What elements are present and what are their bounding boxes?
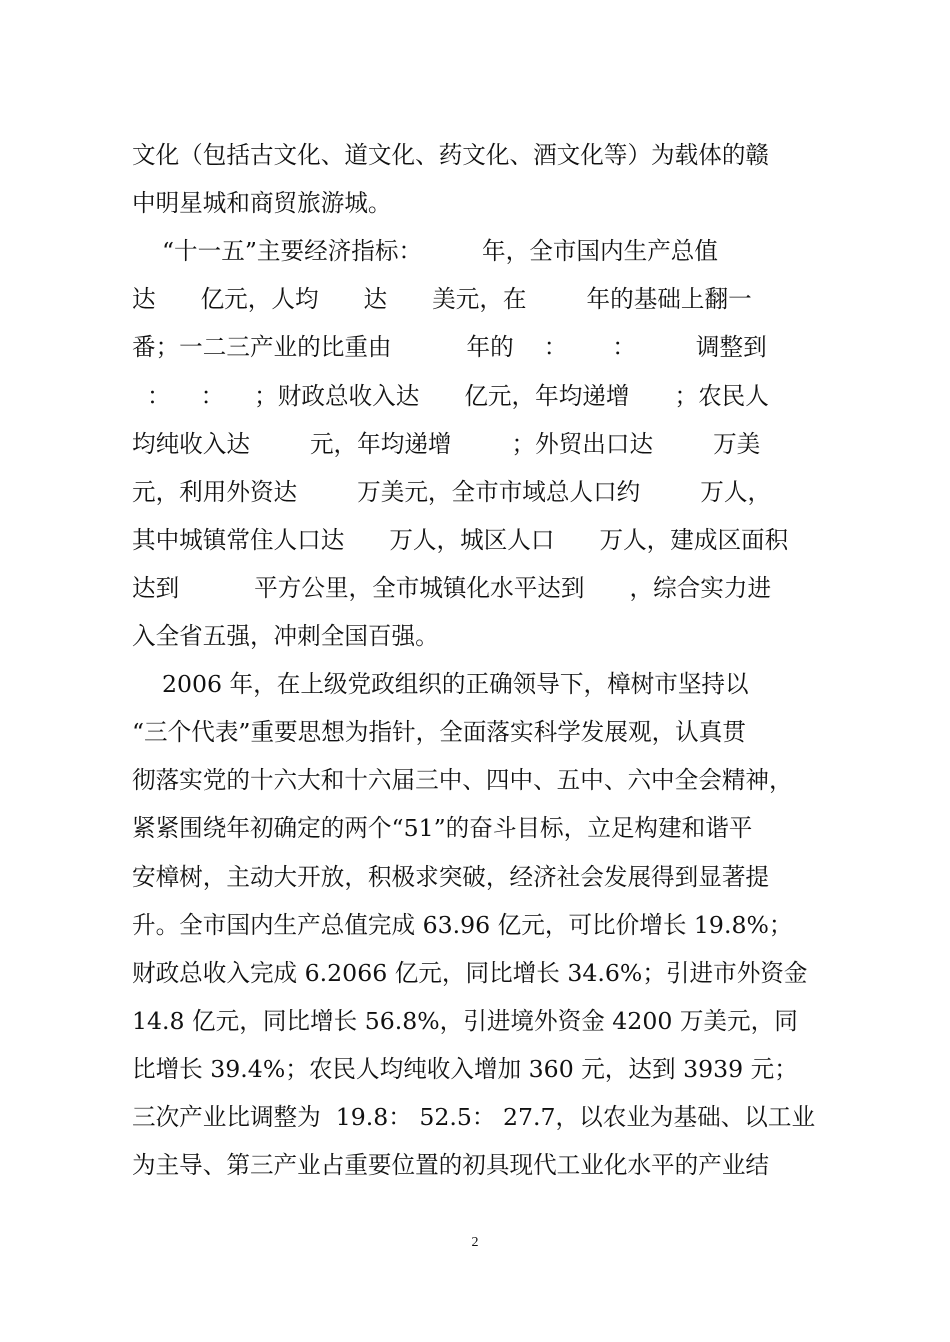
- text-line: 比增长 39.4%；农民人均纯收入增加 360 元，达到 3939 元；: [132, 1054, 798, 1083]
- text-line: 紧紧围绕年初确定的两个“51”的奋斗目标，立足构建和谐平: [132, 814, 753, 843]
- text-line: 达 亿元，人均 达 美元，在 年的基础上翻一: [132, 285, 752, 314]
- text-line: 财政总收入完成 6.2066 亿元，同比增长 34.6%；引进市外资金: [132, 958, 808, 987]
- text-line: 其中城镇常住人口达 万人，城区人口 万人，建成区面积: [132, 525, 789, 554]
- text-line: 三次产业比调整为 19.8： 52.5： 27.7，以农业为基础、以工业: [132, 1103, 816, 1131]
- text-line: 14.8 亿元，同比增长 56.8%，引进境外资金 4200 万美元，同: [132, 1006, 798, 1035]
- text-line: 升。全市国内生产总值完成 63.96 亿元，可比价增长 19.8%；: [132, 910, 793, 939]
- text-line: 番；一二三产业的比重由 年的 ： ： 调整到: [132, 333, 767, 362]
- page-number: 2: [471, 1235, 479, 1250]
- text-line: 为主导、第三产业占重要位置的初具现代工业化水平的产业结: [132, 1151, 770, 1180]
- text-line: 彻落实党的十六大和十六届三中、四中、五中、六中全会精神，: [132, 766, 793, 795]
- text-line: 安樟树，主动大开放，积极求突破，经济社会发展得到显著提: [132, 862, 770, 891]
- text-line: 文化（包括古文化、道文化、药文化、酒文化等）为载体的赣: [132, 141, 770, 169]
- text-line: 均纯收入达 元，年均递增 ；外贸出口达 万美: [132, 429, 761, 458]
- text-line: 入全省五强，冲刺全国百强。: [132, 622, 439, 650]
- text-line: 2006 年，在上级党政组织的正确领导下，樟树市坚持以: [132, 670, 749, 699]
- text-line: ： ： ；财政总收入达 亿元，年均递增 ；农民人: [132, 381, 769, 410]
- text-line: “三个代表”重要思想为指针，全面落实科学发展观，认真贯: [132, 718, 746, 747]
- text-line: 达到 平方公里，全市城镇化水平达到 ，综合实力进: [132, 573, 772, 602]
- text-line: 元，利用外资达 万美元，全市市域总人口约 万人，: [132, 477, 772, 506]
- text-line: 中明星城和商贸旅游城。: [132, 189, 392, 218]
- text-line: “十一五”主要经济指标： 年，全市国内生产总值: [132, 237, 718, 266]
